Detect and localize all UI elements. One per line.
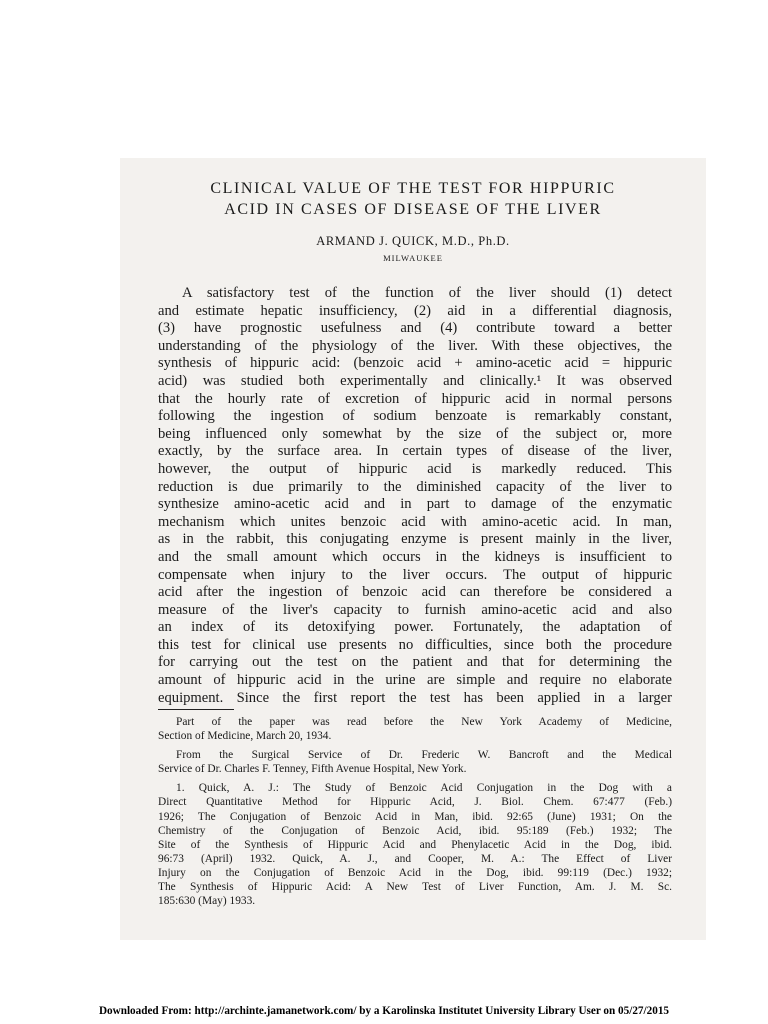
body-line: an index of its detoxifying power. Fortunately, the adaptation of	[158, 619, 672, 636]
footnote-line: 96:73 (April) 1932. Quick, A. J., and Cooper, M. A.: The Effect of Liver	[158, 852, 672, 865]
body-line: following the ingestion of sodium benzoate is remarkably constant,	[158, 408, 672, 425]
footnote	[158, 715, 672, 743]
footnote-line: Service of Dr. Charles F. Tenney, Fifth Avenue Hospital, New York.	[158, 763, 467, 776]
footnote-line: 185:630 (May) 1933.	[158, 895, 256, 908]
body-line: synthesize amino-acetic acid and in part to damage of the enzymatic	[158, 496, 672, 513]
footnote-line: Site of the Synthesis of Hippuric Acid and Phenylacetic Acid in the Dog, ibid.	[158, 838, 672, 851]
body-line: acid) was studied both experimentally and clinically.¹ It was observed	[158, 372, 672, 389]
body-line: this test for clinical use presents no difficulties, since both the procedure	[158, 636, 672, 653]
body-line: compensate when injury to the liver occurs. The output of hippuric	[158, 566, 672, 583]
body-line: synthesis of hippuric acid: (benzoic acid + amino-acetic acid = hippuric	[158, 355, 672, 372]
title-line: CLINICAL VALUE OF THE TEST FOR HIPPURIC	[210, 180, 616, 197]
footnote-line: 1. Quick, A. J.: The Study of Benzoic Acid Conjugation in the Dog with a	[176, 782, 672, 795]
footnote-line: 1926; The Conjugation of Benzoic Acid in Man, ibid. 92:65 (June) 1931; On the	[158, 810, 672, 823]
footnote-line: Section of Medicine, March 20, 1934.	[158, 730, 332, 743]
footnote-divider	[158, 709, 234, 710]
footnote-line: Part of the paper was read before the New York Academy of Medicine,	[176, 716, 672, 728]
body-line: for carrying out the test on the patient and that for determining the	[158, 654, 672, 671]
footnote	[158, 748, 672, 776]
body-line: mechanism which unites benzoic acid with amino-acetic acid. In man,	[158, 513, 672, 530]
body-line: that the hourly rate of excretion of hippuric acid in normal persons	[158, 390, 672, 407]
affiliation: MILWAUKEE	[383, 253, 443, 263]
footnote-line: Injury on the Conjugation of Benzoic Acid in the Dog, ibid. 99:119 (Dec.) 1932;	[158, 866, 672, 879]
footnote	[158, 781, 672, 908]
body-line: reduction is due primarily to the diminished capacity of the liver to	[158, 478, 672, 495]
body-line: and estimate hepatic insufficiency, (2) aid in a differential diagnosis,	[158, 302, 672, 319]
footnote-line: From the Surgical Service of Dr. Frederic W. Bancroft and the Medical	[176, 749, 672, 762]
body-line: however, the output of hippuric acid is markedly reduced. This	[158, 460, 672, 477]
author-line: ARMAND J. QUICK, M.D., Ph.D.	[316, 234, 510, 248]
body-line: amount of hippuric acid in the urine are simple and require no elaborate	[158, 672, 672, 689]
download-notice: Downloaded From: http://archinte.jamanetwork.com/ by a Karolinska Institutet University Library User on 05/27/2015	[98, 1005, 670, 1017]
body-line: as in the rabbit, this conjugating enzyme is present mainly in the liver,	[158, 531, 672, 548]
body-line: understanding of the physiology of the liver. With these objectives, the	[158, 337, 672, 354]
footnote-line: Direct Quantitative Method for Hippuric Acid, J. Biol. Chem. 67:477 (Feb.)	[158, 796, 672, 809]
footnotes	[158, 715, 672, 913]
body-line: and the small amount which occurs in the kidneys is insufficient to	[158, 548, 672, 565]
article-body	[158, 285, 672, 707]
body-line: (3) have prognostic usefulness and (4) contribute toward a better	[158, 320, 672, 337]
title-line: ACID IN CASES OF DISEASE OF THE LIVER	[224, 201, 602, 218]
body-line: exactly, by the surface area. In certain types of disease of the liver,	[158, 443, 672, 460]
body-line: measure of the liver's capacity to furnish amino-acetic acid and also	[158, 601, 672, 618]
body-line: A satisfactory test of the function of the liver should (1) detect	[182, 285, 672, 301]
footnote-line: The Synthesis of Hippuric Acid: A New Test of Liver Function, Am. J. M. Sc.	[158, 881, 672, 894]
article-title	[160, 178, 666, 220]
body-line: equipment. Since the first report the test has been applied in a larger	[158, 689, 672, 706]
body-line: being influenced only somewhat by the size of the subject or, more	[158, 425, 672, 442]
footnote-line: Chemistry of the Conjugation of Benzoic Acid, ibid. 95:189 (Feb.) 1932; The	[158, 824, 672, 837]
body-line: acid after the ingestion of benzoic acid can therefore be considered a	[158, 584, 672, 601]
